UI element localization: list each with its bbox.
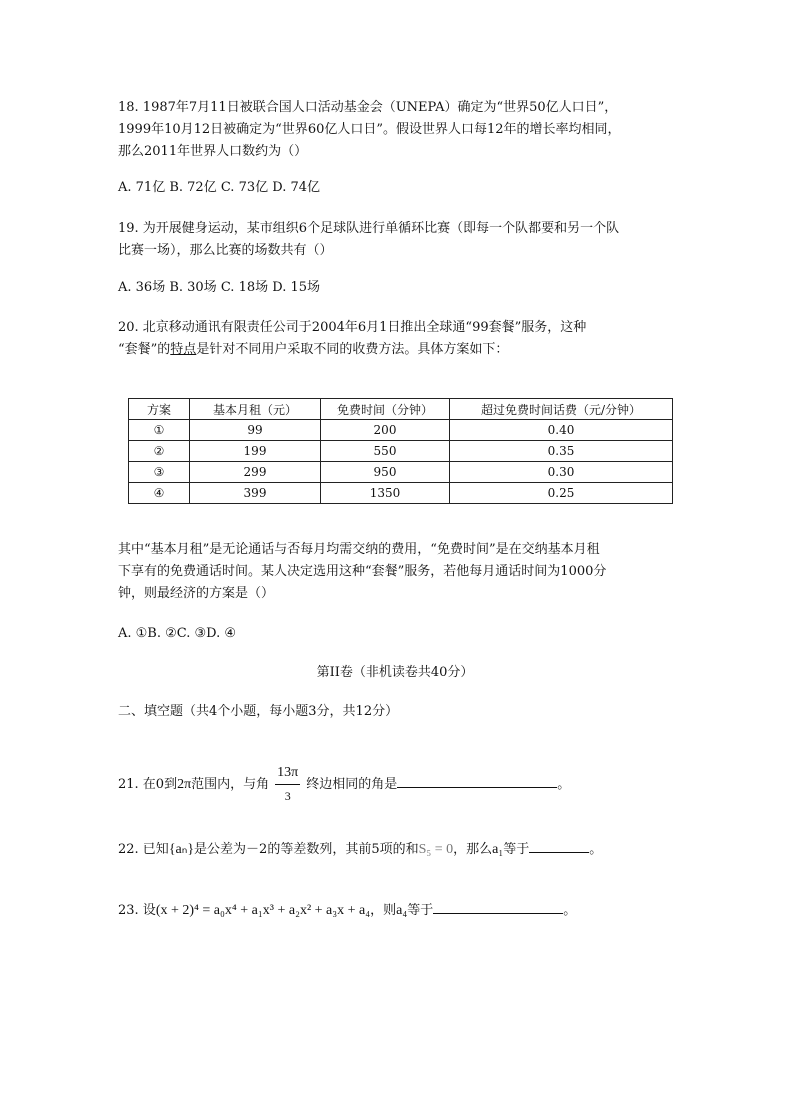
header-cell: 超过免费时间话费（元/分钟）	[450, 399, 673, 420]
fraction-numerator: 13π	[275, 762, 300, 785]
q23	[118, 901, 576, 919]
q20-line2	[118, 342, 508, 358]
cell: ④	[129, 483, 190, 504]
part2-heading: 二、填空题（共4个小题，每小题3分，共12分）	[118, 704, 399, 719]
q22-text: 是公差为－2的等差数列，其前5项的和	[194, 842, 419, 857]
q20-para3: 钟，则最经济的方案是（）	[118, 586, 275, 601]
q22-text: 22. 已知	[118, 842, 169, 857]
fraction	[275, 762, 300, 807]
q22-text: 等于	[503, 842, 530, 857]
q22-math: {aₙ}	[168, 842, 195, 857]
plan-table	[128, 398, 673, 504]
q21-math: 2π	[177, 777, 192, 792]
q20-para2: 下享有的免费通话时间。某人决定选用这种“套餐”服务，若他每月通话时间为1000分	[118, 564, 607, 579]
q23-end: 。	[563, 903, 577, 918]
cell: 1350	[321, 483, 450, 504]
cell: 99	[190, 420, 321, 441]
cell: 950	[321, 462, 450, 483]
q22-math: S₅ = 0	[418, 842, 454, 857]
q18-line3: 那么2011年世界人口数约为（）	[118, 144, 308, 159]
q20-line2-start: “套餐”的	[118, 342, 171, 357]
q20-para1: 其中“基本月租”是无论通话与否每月均需交纳的费用，“免费时间”是在交纳基本月租	[118, 542, 600, 557]
q21	[118, 762, 570, 807]
q23-text: ，则	[370, 903, 397, 918]
cell: 199	[190, 441, 321, 462]
q20-line2-end: 是针对不同用户采取不同的收费方法。具体方案如下：	[196, 342, 509, 357]
q23-text: 23. 设	[118, 903, 156, 918]
q20-underlined-word: 特点	[170, 342, 197, 357]
cell: 399	[190, 483, 321, 504]
table-row	[129, 462, 673, 483]
answer-blank[interactable]	[433, 901, 563, 914]
q21-text: 终边相同的角是	[306, 777, 398, 792]
table-header-row	[129, 399, 673, 420]
q23-math: (x + 2)⁴ = a₀x⁴ + a₁x³ + a₂x² + a₃x + a₄	[155, 903, 371, 918]
cell: 550	[321, 441, 450, 462]
answer-blank[interactable]	[397, 775, 557, 788]
q19-options: A. 36场 B. 30场 C. 18场 D. 15场	[118, 280, 321, 295]
fraction-denominator: 3	[284, 789, 291, 803]
q22-end: 。	[589, 842, 603, 857]
cell: 0.35	[450, 441, 673, 462]
q18-line2: 1999年10月12日被确定为“世界60亿人口日”。假设世界人口每12年的增长率均相同，	[118, 122, 621, 137]
table-row	[129, 420, 673, 441]
q22-math: a₁	[492, 842, 504, 857]
q23-math: a₄	[396, 903, 408, 918]
table-row	[129, 483, 673, 504]
cell: ①	[129, 420, 190, 441]
cell: 0.40	[450, 420, 673, 441]
cell: 0.30	[450, 462, 673, 483]
q23-text: 等于	[407, 903, 434, 918]
q21-end: 。	[557, 777, 571, 792]
q18-options: A. 71亿 B. 72亿 C. 73亿 D. 74亿	[118, 180, 321, 195]
cell: 299	[190, 462, 321, 483]
q19-line1: 19. 为开展健身运动，某市组织6个足球队进行单循环比赛（即每一个队都要和另一个队	[118, 221, 620, 236]
table-row	[129, 441, 673, 462]
header-cell: 方案	[129, 399, 190, 420]
cell: ②	[129, 441, 190, 462]
header-cell: 免费时间（分钟）	[321, 399, 450, 420]
cell: 0.25	[450, 483, 673, 504]
section-title: 第II卷（非机读卷共40分）	[316, 665, 474, 680]
q22-text: ，那么	[453, 842, 493, 857]
q21-text: 21. 在0到	[118, 777, 178, 792]
q20-line1: 20. 北京移动通讯有限责任公司于2004年6月1日推出全球通“99套餐”服务，这种	[118, 320, 587, 335]
answer-blank[interactable]	[529, 840, 589, 853]
q22	[118, 840, 602, 858]
cell: 200	[321, 420, 450, 441]
q20-options: A. ①B. ②C. ③D. ④	[118, 626, 237, 641]
q18-line1: 18. 1987年7月11日被联合国人口活动基金会（UNEPA）确定为“世界50亿人口日”，	[118, 100, 618, 115]
header-cell: 基本月租（元）	[190, 399, 321, 420]
q21-text: 范围内，与角	[191, 777, 270, 792]
q19-line2: 比赛一场），那么比赛的场数共有（）	[118, 243, 333, 258]
cell: ③	[129, 462, 190, 483]
